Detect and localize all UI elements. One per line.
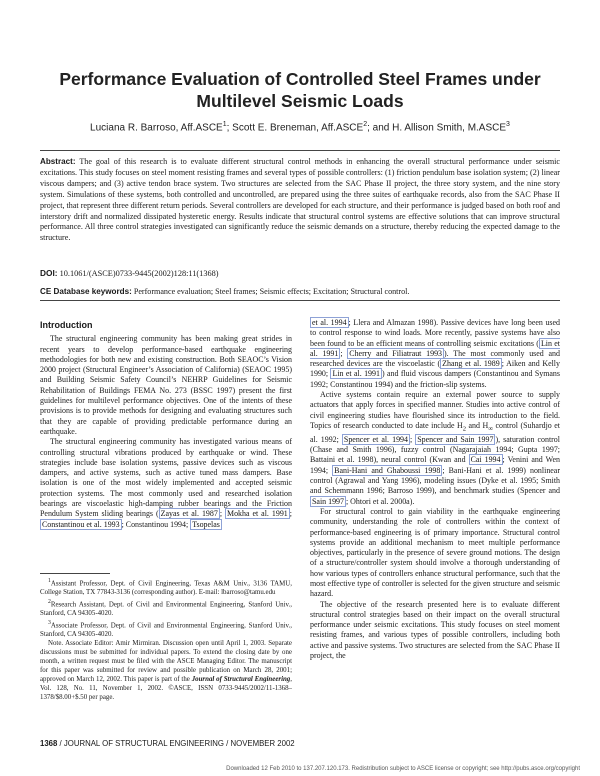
right-p2-text-a: Active systems contain require an external power source to supply actuators that apply forces in specified manner. Studies into active control of civil engineering studies have flourished since its introduction to the field. Topics of research conducted to date include H [310,390,560,430]
author-2-sup: 2 [363,121,368,128]
right-paragraph-4: The objective of the research presented here is to evaluate different structural control strategies based on their impact on the overall structural performance under seismic excitations. This study focuses on steel moment resisting frames, and various types of possible controllers, including both active and passive systems. Two structures are selected from the SAC Phase II project, the [310,599,560,661]
footnote-3-mark: 3 [48,620,51,627]
citation-link[interactable]: Spencer et al. 1994 [343,434,408,444]
citation-link[interactable]: Sain 1997 [312,496,344,506]
doi-value[interactable]: 10.1061/(ASCE)0733-9445(2002)128:11(1368) [59,269,219,278]
right-column [310,318,560,661]
right-paragraph-1 [310,318,560,390]
author-list [20,121,580,133]
paper-title-line-1: Performance Evaluation of Controlled Steel Frames under [59,69,541,89]
right-p1-text-d: ; Aiken and Kelly 1990; [310,359,560,379]
keywords-line [40,287,409,296]
author-2: ; Scott E. Breneman, Aff.ASCE [226,122,364,134]
footnote-divider [40,573,110,574]
citation-link[interactable]: Spencer and Sain 1997 [417,434,494,444]
citation-link[interactable]: Zayas et al. 1987 [160,509,218,519]
citation-link[interactable]: Tsopelas [192,519,220,529]
citation-separator: ; [289,509,292,519]
editorial-note-text-a: Note. Associate Editor: Amir Mirmiran. Discussion open until April 1, 2003. Separate discussions must be submitted for individual papers. To extend the closing date by one month, a written request must be filed with the ASCE Managing Editor. The manuscript for this paper was submitted for review and possible publication on March 28, 2001; approved on March 12, 2002. This paper is part of the [40,640,292,683]
editorial-note-text-b: , Vol. 128, No. 11, November 1, 2002. ©ASCE, ISSN 0733-9445/2002/11-1368–1378/$8.00+$.50 per page. [40,675,292,701]
footnote-2 [40,598,292,619]
right-p2-text-h: ; Ohtori et al. 2000a). [345,496,415,506]
subscript-infinity: ∞ [488,425,493,433]
abstract-text: The goal of this research is to evaluate different structural control methods in enhancing the overall structural performance under seismic excitations. This study focuses on steel moment resisting frames and several types of possible controllers: (1) friction pendulum base isolation system; (2) linear viscous dampers; and (3) active tendon brace system. Two structures are selected from the SAC Phase II project, the three story system, and the nine story system. Simulations of these systems, both controlled and uncontrolled, are prepared using the three suites of earthquake records, also from the SAC Phase II project, that represent three different return periods. Several controllers are developed for each structure, and their performance is judged based on both roof and interstory drift and normalized dissipated hysteretic energy. Results indicate that structural control systems are effective solutions that can improve structural performance. All three control strategies investigated can significantly reduce the seismic demands on a structure, thereby reducing the expected damage to the structure. [40,157,560,243]
citation-link[interactable]: Cai 1994 [470,455,501,465]
editorial-note [40,640,292,702]
doi-line [40,268,219,278]
intro-paragraph-2 [40,437,292,530]
intro-paragraph-1: The structural engineering community has been making great strides in recent years to develop performance-based earthquake engineering methodologies for both new and existing construction. Both SEAOC’s Vision 2000 project (Structural Engineer’s Association of California) (SEAOC 1995) and Building Seismic Safety Council’s NEHRP Guidelines for Seismic Rehabilitation of Buildings FEMA No. 273 (BSSC 1997) present the first guidelines for multilevel performance objectives. One of the intents of these provisions is to provide methods for designing and evaluating structures such that they are capable of providing predictable performance during an earthquake. [40,334,292,436]
abstract [40,157,560,244]
author-1: Luciana R. Barroso, Aff.ASCE [90,122,223,134]
abstract-label: Abstract: [40,157,76,166]
footnote-3-text: Associate Professor, Dept. of Civil and Environmental Engineering, Stanford Univ., Stanford, CA 94305-4020. [40,622,292,639]
footnote-1-mark: 1 [48,578,51,584]
right-p2-text-f: ; Venini and Wen 1994; [310,455,560,475]
right-p1-text-a: ; Llera and Almazan 1998). Passive devices have long been used to control response to wind loads. More recently, passive systems have also been found to be an efficient means of controlling seismic excitations ( [310,318,560,348]
keywords-value: Performance evaluation; Steel frames; Seismic effects; Excitation; Structural control. [133,287,410,296]
right-p2-text-d: ; [409,434,416,444]
journal-footer: / JOURNAL OF STRUCTURAL ENGINEERING / NOVEMBER 2002 [57,739,295,748]
right-p1-text-e: ) and fluid viscous dampers (Constantinou and Symans 1992; Constantinou 1994) and the friction-slip systems. [310,369,560,389]
doi-label: DOI: [40,268,58,278]
keywords-label: CE Database keywords: [40,287,132,296]
intro-paragraph-2-text: The structural engineering community has investigated various means of controlling structural vibrations produced by earthquake or wind. These strategies include base isolation systems, passive devices such as viscous dampers, and active systems, such as active tuned mass dampers. Base isolation is one of the most widely implemented and accepted seismic protection systems. The most commonly used and researched isolation bearings are viscoelastic high-damping rubber bearings and the Friction Pendulum System sliding bearings ( [40,437,292,519]
footnote-2-mark: 2 [48,599,51,606]
left-column [40,320,292,530]
journal-name: Journal of Structural Engineering [191,675,291,683]
page-footer [40,739,295,748]
author-3: ; and H. Allison Smith, M.ASCE [367,122,507,134]
citation-link[interactable]: Lin et al. 1991 [332,369,380,379]
section-heading-introduction: Introduction [40,320,93,330]
footnote-3 [40,619,292,640]
paper-title-line-2: Multilevel Seismic Loads [196,91,404,111]
citation-link[interactable]: Zhang et al. 1989 [442,359,500,369]
citation-link[interactable]: Mokha et al. 1991 [227,509,288,519]
right-paragraph-3: For structural control to gain viability in the earthquake engineering community, understanding the role of controllers within the context of performance-based engineering is of primary importance. Structural control systems provide an additional mechanism to meet multiple performance objectives, particularly in the presence of severe ground motions. The design of a structure/controller system should involve a thorough understanding of how various types of controllers enhance structural performance, such that the most effective type of controller is selected for the given structure and seismic hazard. [310,506,560,599]
citation-link[interactable]: Bani-Hani and Ghaboussi 1998 [334,465,441,475]
citation-link[interactable]: Constantinou et al. 1993 [42,519,120,529]
keywords-divider [40,300,560,301]
footnote-1 [40,577,292,598]
footnotes [40,577,292,703]
citation-separator: ; Constantinou 1994; [121,519,191,529]
footnote-1-text: Assistant Professor, Dept. of Civil Engineering, Texas A&M Univ., 3136 TAMU, College Station, TX 77843-3136 (corresponding author). E-mail: lbarroso@tamu.edu [40,580,292,597]
right-paragraph-2 [310,390,560,507]
author-1-sup: 1 [222,121,227,128]
author-3-sup: 3 [506,121,510,128]
footnote-2-text: Research Assistant, Dept. of Civil and Environmental Engineering, Stanford Univ., Stanford, CA 94305-4020. [40,601,292,618]
citation-link[interactable]: Cherry and Filiatraut 1993 [349,348,443,358]
citation-link[interactable]: Lin et al. 1991 [310,338,560,358]
citation-separator: ; [219,509,226,519]
header-divider [40,150,560,151]
right-p2-text-b: and H [466,420,489,430]
right-p1-text-c: ). The most commonly used and researched devices are the viscoelastic ( [310,348,560,369]
download-note: Downloaded 12 Feb 2010 to 137.207.120.173. Redistribution subject to ASCE license or copyright; see http://pubs.asce.org/copyright [226,766,580,772]
right-p2-text-g: ; Bani-Hani et al. 1999) nonlinear control (Agrawal and Yang 1996), modeling issues (Dyke et al. 1995; Smith and Schemmann 1996; Barroso 1999), and benchmark studies (Spencer and [310,465,560,496]
subscript-2: 2 [462,425,467,433]
page-number: 1368 [40,739,58,748]
right-p1-text-b: ; [340,348,348,358]
right-p2-text-c: control (Suhardjo et al. 1992; [310,420,560,444]
right-p2-text-e: ), saturation control (Chase and Smith 1996), fuzzy control (Nagarajaiah 1994; Gupta 1997; Battaini et al. 1998), neural control (Kwan and [310,434,560,465]
citation-link[interactable]: et al. 1994 [312,318,347,327]
